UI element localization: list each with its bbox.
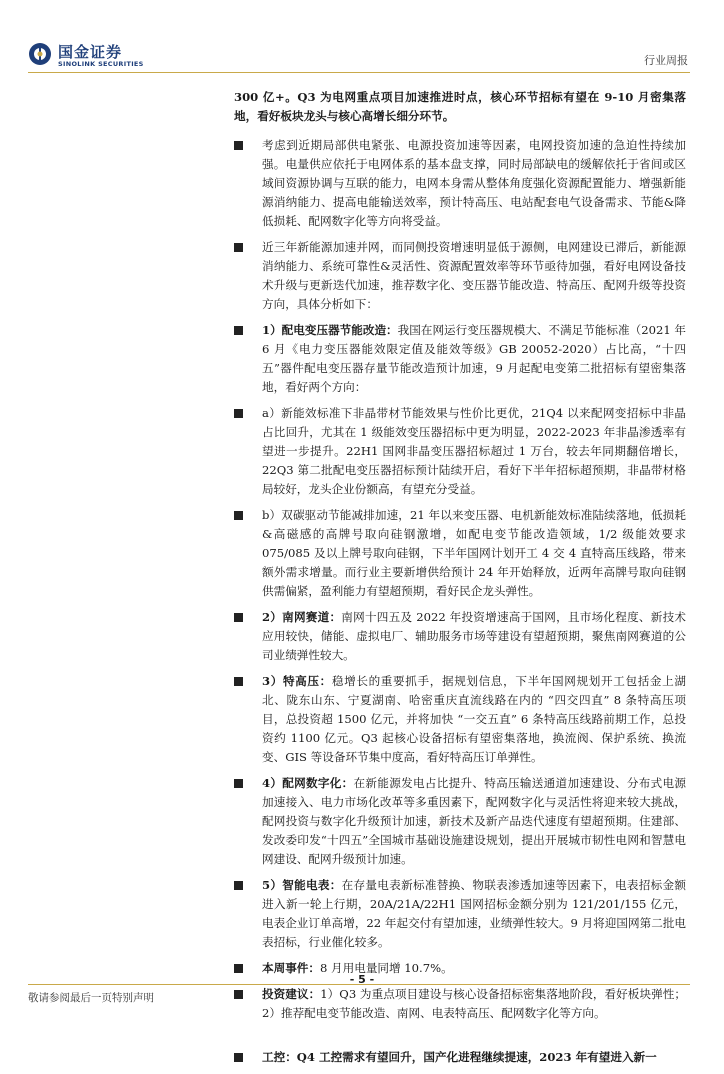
square-bullet-icon	[234, 409, 243, 418]
bullet-item-investment-advice	[234, 985, 686, 1023]
item-text: 1）Q3 为重点项目建设与核心设备招标密集落地阶段，看好板块弹性；2）推荐配电变节能改造、南网、电表特高压、配网数字化等方向。	[262, 987, 686, 1020]
item-heading: 3）特高压：	[262, 674, 332, 688]
bullet-item-southern-grid	[234, 608, 686, 665]
item-text: b）双碳驱动节能减排加速，21 年以来变压器、电机新能效标准陆续落地，低损耗&高磁感的高牌号取向硅钢激增，如配电变节能改造领域，1/2 级能效要求 075/085 及以上牌号取向硅钢，下半年国网计划开工 4 交 4 直特高压线路，带来额外需求增量。而行业主要新增供给预计 24 年开始释放，近两年高牌号取向硅钢供需偏紧，盈利能力有望超预期，看好民企龙头弹性。	[262, 508, 686, 598]
sinolink-logo-icon	[28, 42, 52, 66]
square-bullet-icon	[234, 141, 243, 150]
bullet-item-smart-meter	[234, 876, 686, 952]
page-header	[0, 0, 724, 80]
page-number: - 5 -	[349, 973, 375, 986]
section-lead-text: 300 亿+。Q3 为电网重点项目加速推进时点，核心环节招标有望在 9-10 月密集落地，看好板块龙头与核心高增长细分环节。	[234, 90, 686, 123]
square-bullet-icon	[234, 990, 243, 999]
item-text: 南网十四五及 2022 年投资增速高于国网，且市场化程度、新技术应用较快，储能、虚拟电厂、辅助服务市场等建设有望超预期，聚焦南网赛道的公司业绩弹性较大。	[262, 610, 686, 662]
section-spacer	[234, 1030, 686, 1048]
item-heading: 5）智能电表：	[262, 878, 342, 892]
bullet-item-silicon-steel	[234, 506, 686, 601]
company-logo	[28, 40, 144, 74]
footer-divider	[28, 984, 690, 985]
item-text: 考虑到近期局部供电紧张、电源投资加速等因素，电网投资加速的急迫性持续加强。电量供应依托于电网体系的基本盘支撑，同时局部缺电的缓解依托于省间或区域间资源协调与互联的能力，电网本身需从整体角度强化资源配置能力、增强新能源消纳能力、提高电能输送效率，预计特高压、电站配套电气设备需求、节能&降低损耗、配网数字化等方向将受益。	[262, 138, 686, 228]
report-type-label: 行业周报	[644, 54, 688, 67]
footer-disclaimer: 敬请参阅最后一页特别声明	[28, 992, 154, 1004]
item-text: 在存量电表新标准替换、物联表渗透加速等因素下，电表招标金额进入新一轮上行期，20A/21A/22H1 国网招标金额分别为 121/201/155 亿元，电表企业订单高增，22 年起交付有望加速，业绩弹性较大。9 月将迎国网第二批电表招标，行业催化较多。	[262, 878, 686, 949]
logo-english-name: SINOLINK SECURITIES	[58, 60, 144, 68]
bullet-item-grid-urgency	[234, 136, 686, 231]
square-bullet-icon	[234, 243, 243, 252]
item-text: 我国在网运行变压器规模大、不满足节能标准（2021 年 6 月《电力变压器能效限定值及能效等级》GB 20052-2020）占比高，“十四五”器件配电变压器存量节能改造预计加速，9 月起配电变第二批招标有望密集落地，看好两个方向：	[262, 323, 686, 394]
bullet-item-industrial-control	[234, 1048, 686, 1067]
square-bullet-icon	[234, 964, 243, 973]
bullet-item-amorphous-alloy	[234, 404, 686, 499]
item-text: 稳增长的重要抓手，据规划信息，下半年国网规划开工包括金上湖北、陇东山东、宁夏湖南、哈密重庆直流线路在内的 “四交四直” 8 条特高压项目，总投资超 1500 亿元，并将加快 “一交五直” 6 条特高压线路前期工作，总投资约 1100 亿元。Q3 起核心设备招标有望密集落地，换流阀、保护系统、换流变、GIS 等设备环节集中度高，看好特高压订单弹性。	[262, 674, 686, 764]
square-bullet-icon	[234, 677, 243, 686]
square-bullet-icon	[234, 1053, 243, 1062]
bullet-item-distribution-digitalization	[234, 774, 686, 869]
item-text: 在新能源发电占比提升、特高压输送通道加速建设、分布式电源加速接入、电力市场化改革等多重因素下，配网数字化与灵活性将迎来较大挑战，配网投资与数字化升级预计加速，新技术及新产品迭代速度有望超预期。住建部、发改委印发“十四五”全国城市基础设施建设规划，提出开展城市韧性电网和智慧电网建设、配网升级预计加速。	[262, 776, 686, 866]
bullet-item-investment-directions	[234, 238, 686, 314]
square-bullet-icon	[234, 613, 243, 622]
header-divider	[28, 72, 690, 73]
item-heading: 工控：	[262, 1050, 297, 1064]
item-text: a）新能效标准下非晶带材节能效果与性价比更优，21Q4 以来配网变招标中非晶占比回升，尤其在 1 级能效变压器招标中更为明显，2022-2023 年非晶渗透率有望进一步提升。22H1 国网非晶变压器招标超过 1 万台，较去年同期翻倍增长，22Q3 第二批配电变压器招标预计陆续开启，看好下半年招标超预期，非晶带材格局较好，龙头企业份额高，有望充分受益。	[262, 406, 686, 496]
square-bullet-icon	[234, 881, 243, 890]
item-text: 近三年新能源加速并网，而同侧投资增速明显低于源侧，电网建设已滞后，新能源消纳能力、系统可靠性&灵活性、资源配置效率等环节亟待加强，看好电网设备技术升级与更新迭代加速，推荐数字化、变压器节能改造、特高压、配网升级等投资方向，具体分析如下：	[262, 240, 686, 311]
square-bullet-icon	[234, 326, 243, 335]
bullet-item-transformer-retrofit	[234, 321, 686, 397]
bullet-item-uhv	[234, 672, 686, 767]
item-heading: 2）南网赛道：	[262, 610, 342, 624]
square-bullet-icon	[234, 779, 243, 788]
item-text: Q4 工控需求有望回升，国产化进程继续提速，2023 年有望进入新一	[296, 1050, 657, 1064]
item-text: 8 月用电量同增 10.7%。	[319, 961, 453, 975]
item-heading: 4）配网数字化：	[262, 776, 354, 790]
square-bullet-icon	[234, 511, 243, 520]
logo-chinese-name: 国金证券	[58, 43, 123, 61]
main-content	[234, 88, 686, 1074]
item-heading: 本周事件：	[262, 961, 320, 975]
item-heading: 1）配电变压器节能改造：	[262, 323, 398, 337]
item-heading: 投资建议：	[262, 987, 321, 1001]
